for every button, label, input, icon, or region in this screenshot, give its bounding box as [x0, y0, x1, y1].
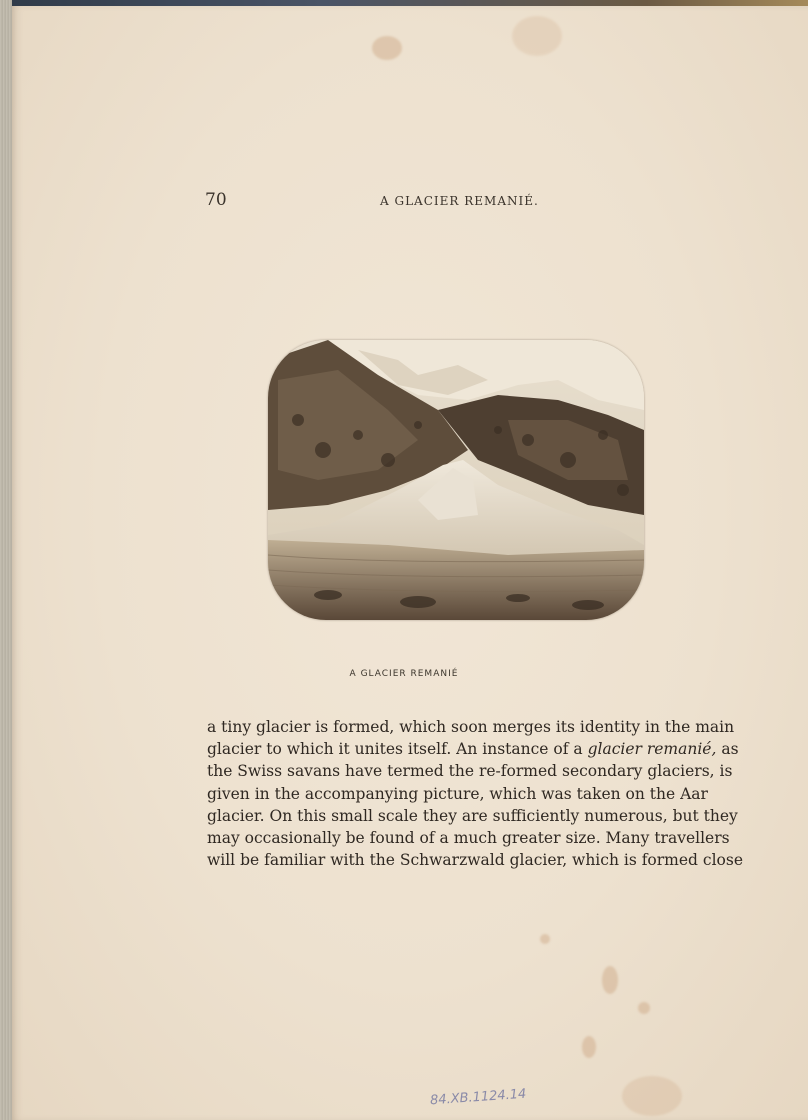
italic-term: glacier remanié,: [587, 740, 717, 759]
text-line: the Swiss savans have termed the re-formed secondary glaciers, is: [207, 762, 733, 781]
foxing-spot: [512, 16, 562, 56]
foxing-spot: [582, 1036, 596, 1058]
foxing-spot: [540, 934, 550, 944]
text-line: glacier. On this small scale they are sufficiently numerous, but they: [207, 806, 738, 825]
glacier-photo-image: [268, 340, 644, 620]
foxing-spot: [622, 1076, 682, 1116]
text-fragment: as: [716, 740, 739, 759]
text-line: [207, 738, 739, 760]
shelfmark-annotation: 84.XB.1124.14: [429, 1086, 527, 1109]
text-line: may occasionally be found of a much greater size. Many travellers: [207, 829, 730, 848]
text-fragment: glacier to which it unites itself. An instance of a: [207, 740, 588, 759]
text-line: will be familiar with the Schwarzwald glacier, which is formed close: [207, 851, 743, 870]
plate-caption: A GLACIER REMANIÉ: [349, 669, 459, 679]
foxing-spot: [602, 966, 618, 994]
book-cloth-edge: [0, 0, 12, 1120]
foxing-spot: [372, 36, 402, 60]
running-head: A GLACIER REMANIÉ.: [380, 194, 539, 208]
text-line: given in the accompanying picture, which was taken on the Aar: [207, 784, 708, 803]
foxing-spot: [638, 1002, 650, 1014]
body-paragraph: [207, 716, 743, 871]
glacier-photograph: [268, 340, 644, 620]
page-number: 70: [205, 190, 227, 210]
text-line: a tiny glacier is formed, which soon merges its identity in the main: [207, 718, 735, 736]
